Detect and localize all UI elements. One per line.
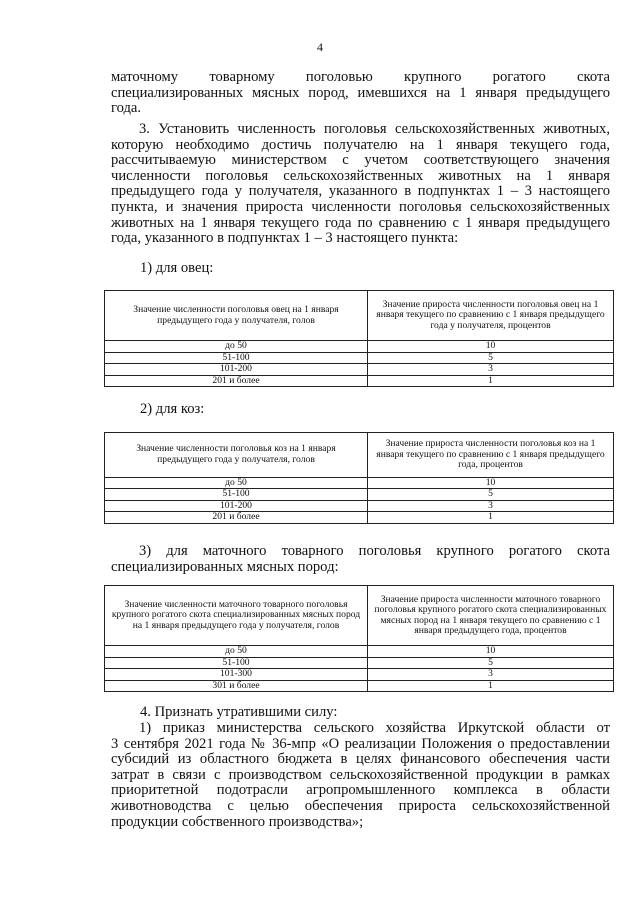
table-row <box>105 500 614 512</box>
text-line: специализированных мясных пород, имевшихся на 1 января предыдущего <box>111 84 610 101</box>
table-cell: 1 <box>368 375 614 387</box>
goats-col2-header: Значение прироста численности поголовья коз на 1 января текущего по сравнению с 1 января предыдущего года, процентов <box>368 433 614 478</box>
table-cell: 51-100 <box>105 352 368 364</box>
table-cell: 101-200 <box>105 500 368 512</box>
cattle-label <box>111 544 610 575</box>
sheep-table <box>104 290 614 387</box>
table-cell: 101-300 <box>105 669 368 681</box>
table-cell: 10 <box>368 646 614 658</box>
page-number: 4 <box>317 40 323 54</box>
table-cell: 3 <box>368 364 614 376</box>
sheep-col1-header: Значение численности поголовья овец на 1 января предыдущего года у получателя, голов <box>105 291 368 341</box>
text-line: 3) для маточного товарного поголовья крупного рогатого скота <box>139 543 610 559</box>
table-cell: до 50 <box>105 646 368 658</box>
table-row <box>105 512 614 524</box>
paragraph-3 <box>111 122 610 247</box>
table-row <box>105 669 614 681</box>
text-line: приоритетной подотрасли агропромышленного комплекса в области <box>111 782 610 799</box>
text-line: продукции собственного производства»; <box>111 813 364 830</box>
text-line: года, указанного в подпунктах 1 – 3 настоящего пункта: <box>111 230 459 247</box>
table-row <box>105 646 614 658</box>
table-cell: 51-100 <box>105 489 368 501</box>
table-row <box>105 477 614 489</box>
table-row <box>105 341 614 353</box>
paragraph-4-1 <box>111 721 610 830</box>
text-line: 3. Установить численность поголовья сельскохозяйственных животных, <box>139 121 610 137</box>
table-cell: 51-100 <box>105 657 368 669</box>
text-line: которую необходимо достичь получателю на 1 января текущего года, <box>111 136 610 153</box>
text-line: специализированных мясных пород: <box>111 558 339 575</box>
table-cell: 201 и более <box>105 512 368 524</box>
text-line: затрат в связи с производством сельскохозяйственной продукции в рамках <box>111 766 610 783</box>
table-cell: 101-200 <box>105 364 368 376</box>
table-cell: 5 <box>368 489 614 501</box>
text-line: животноводства с целью обеспечения прироста сельскохозяйственной <box>111 797 610 814</box>
text-line: маточному товарному поголовью крупного рогатого скота <box>111 69 610 85</box>
text-line: численности поголовья сельскохозяйственных животных на 1 января <box>111 167 610 184</box>
text-line: предыдущего года у получателя, указанного в подпунктах 1 – 3 настоящего <box>111 183 610 200</box>
text-line: 3 сентября 2021 года № 36-мпр «О реализации Положения о предоставлении <box>111 735 610 752</box>
text-line: рассчитываемую министерством с учетом соответствующего значения <box>111 152 610 169</box>
cattle-table <box>104 585 614 692</box>
table-cell: 5 <box>368 657 614 669</box>
table-row <box>105 375 614 387</box>
table-cell: 10 <box>368 477 614 489</box>
table-cell: 3 <box>368 500 614 512</box>
cattle-col1-header: Значение численности маточного товарного поголовья крупного рогатого скота специализированных мясных пород на 1 января предыдущего года у получателя, голов <box>105 586 368 646</box>
paragraph-continuation <box>111 70 610 117</box>
table-cell: 301 и более <box>105 680 368 692</box>
goats-label: 2) для коз: <box>140 401 205 417</box>
text-line: 1) приказ министерства сельского хозяйства Иркутской области от <box>139 720 610 736</box>
table-cell: 10 <box>368 341 614 353</box>
text-line: животных на 1 января текущего года по сравнению с 1 января предыдущего <box>111 214 610 231</box>
table-cell: 3 <box>368 669 614 681</box>
sheep-label: 1) для овец: <box>140 260 214 276</box>
table-row <box>105 364 614 376</box>
text-line: субсидий из областного бюджета в целях финансового обеспечения части <box>111 751 610 768</box>
paragraph-4: 4. Признать утратившими силу: <box>140 704 338 720</box>
goats-col1-header: Значение численности поголовья коз на 1 января предыдущего года у получателя, голов <box>105 433 368 478</box>
table-cell: 5 <box>368 352 614 364</box>
table-cell: 1 <box>368 512 614 524</box>
table-cell: 201 и более <box>105 375 368 387</box>
table-cell: до 50 <box>105 477 368 489</box>
table-cell: 1 <box>368 680 614 692</box>
sheep-col2-header: Значение прироста численности поголовья овец на 1 января текущего по сравнению с 1 января предыдущего года у получателя, процентов <box>368 291 614 341</box>
cattle-col2-header: Значение прироста численности маточного товарного поголовья крупного рогатого скота специализированных мясных пород на 1 января текущего по сравнению с 1 января предыдущего года, процентов <box>368 586 614 646</box>
table-cell: до 50 <box>105 341 368 353</box>
table-row <box>105 680 614 692</box>
text-line: пункта, и значения прироста численности поголовья сельскохозяйственных <box>111 198 610 215</box>
goats-table <box>104 432 614 524</box>
table-row <box>105 657 614 669</box>
text-line: года. <box>111 100 142 117</box>
table-row <box>105 489 614 501</box>
table-row <box>105 352 614 364</box>
